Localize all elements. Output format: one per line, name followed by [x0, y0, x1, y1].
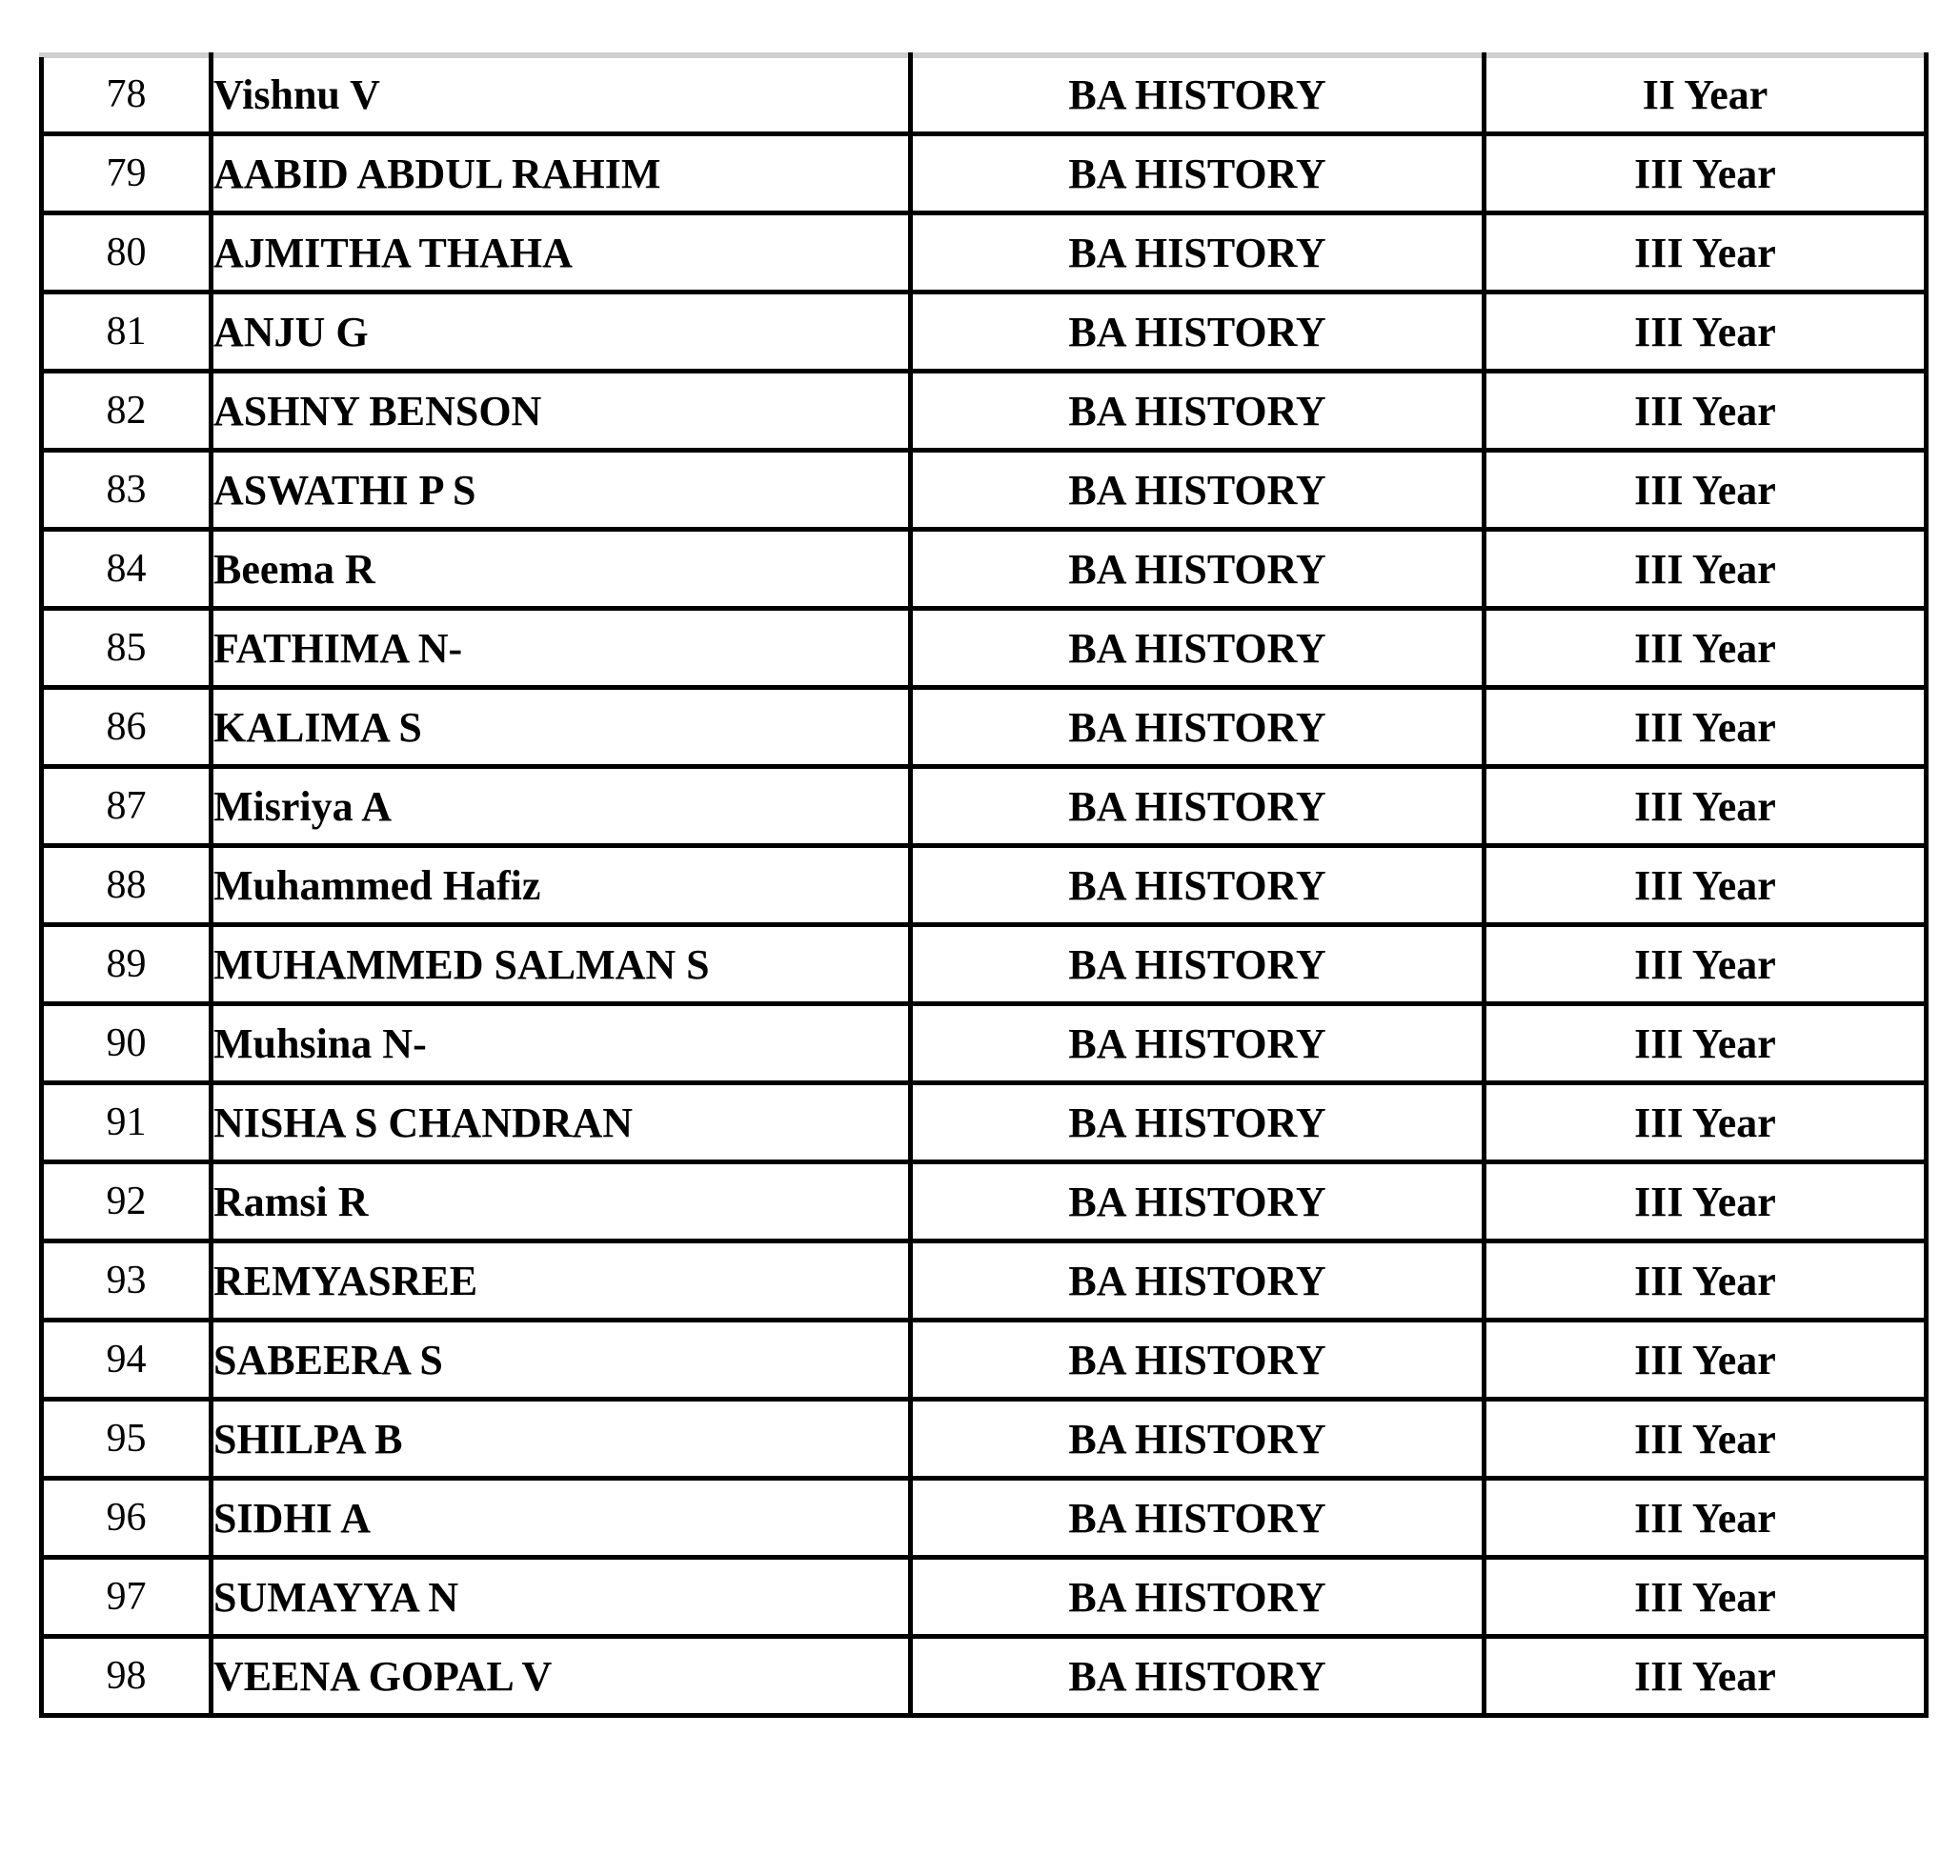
student-name-cell: VEENA GOPAL V [212, 1637, 911, 1716]
table-row [42, 1479, 1927, 1558]
student-name-cell: SIDHI A [212, 1479, 911, 1558]
table-row [42, 1637, 1927, 1716]
year-cell: III Year [1485, 1637, 1927, 1716]
student-name-cell: REMYASREE [212, 1241, 911, 1321]
year-cell: III Year [1485, 1004, 1927, 1083]
student-name-cell: SUMAYYA N [212, 1558, 911, 1637]
table-row [42, 1004, 1927, 1083]
serial-number-cell: 87 [42, 767, 212, 846]
course-cell: BA HISTORY [911, 530, 1485, 609]
student-name-cell: Misriya A [212, 767, 911, 846]
student-name-cell: NISHA S CHANDRAN [212, 1083, 911, 1162]
year-cell: III Year [1485, 1479, 1927, 1558]
table-row [42, 372, 1927, 451]
student-name-cell: Muhammed Hafiz [212, 846, 911, 925]
table-row [42, 1321, 1927, 1400]
year-cell: III Year [1485, 1083, 1927, 1162]
table-row [42, 1241, 1927, 1321]
year-cell: III Year [1485, 925, 1927, 1004]
student-name-cell: Muhsina N- [212, 1004, 911, 1083]
student-name-cell: SHILPA B [212, 1400, 911, 1479]
year-cell: III Year [1485, 1162, 1927, 1241]
year-cell: III Year [1485, 292, 1927, 372]
course-cell: BA HISTORY [911, 1558, 1485, 1637]
serial-number-cell: 97 [42, 1558, 212, 1637]
serial-number-cell: 81 [42, 292, 212, 372]
course-cell: BA HISTORY [911, 1083, 1485, 1162]
table-row [42, 1558, 1927, 1637]
course-cell: BA HISTORY [911, 1004, 1485, 1083]
serial-number-cell: 85 [42, 609, 212, 688]
course-cell: BA HISTORY [911, 1321, 1485, 1400]
course-cell: BA HISTORY [911, 767, 1485, 846]
serial-number-cell: 78 [42, 55, 212, 134]
table-row [42, 1162, 1927, 1241]
serial-number-cell: 94 [42, 1321, 212, 1400]
serial-number-cell: 88 [42, 846, 212, 925]
course-cell: BA HISTORY [911, 1400, 1485, 1479]
serial-number-cell: 95 [42, 1400, 212, 1479]
serial-number-cell: 93 [42, 1241, 212, 1321]
year-cell: III Year [1485, 688, 1927, 767]
serial-number-cell: 83 [42, 451, 212, 530]
student-name-cell: ANJU G [212, 292, 911, 372]
year-cell: III Year [1485, 372, 1927, 451]
year-cell: III Year [1485, 767, 1927, 846]
table-row [42, 1083, 1927, 1162]
serial-number-cell: 86 [42, 688, 212, 767]
student-table-body [42, 55, 1927, 1716]
student-name-cell: ASHNY BENSON [212, 372, 911, 451]
year-cell: III Year [1485, 1241, 1927, 1321]
serial-number-cell: 84 [42, 530, 212, 609]
student-name-cell: Ramsi R [212, 1162, 911, 1241]
course-cell: BA HISTORY [911, 451, 1485, 530]
student-name-cell: FATHIMA N- [212, 609, 911, 688]
table-row [42, 134, 1927, 213]
course-cell: BA HISTORY [911, 55, 1485, 134]
serial-number-cell: 92 [42, 1162, 212, 1241]
course-cell: BA HISTORY [911, 925, 1485, 1004]
table-row [42, 451, 1927, 530]
year-cell: III Year [1485, 846, 1927, 925]
student-name-cell: SABEERA S [212, 1321, 911, 1400]
table-row [42, 609, 1927, 688]
table-row [42, 55, 1927, 134]
year-cell: III Year [1485, 451, 1927, 530]
table-row [42, 530, 1927, 609]
course-cell: BA HISTORY [911, 1162, 1485, 1241]
year-cell: III Year [1485, 213, 1927, 292]
serial-number-cell: 79 [42, 134, 212, 213]
serial-number-cell: 89 [42, 925, 212, 1004]
year-cell: III Year [1485, 1558, 1927, 1637]
course-cell: BA HISTORY [911, 292, 1485, 372]
table-row [42, 292, 1927, 372]
table-row [42, 767, 1927, 846]
table-row [42, 925, 1927, 1004]
course-cell: BA HISTORY [911, 1241, 1485, 1321]
table-row [42, 846, 1927, 925]
student-name-cell: KALIMA S [212, 688, 911, 767]
table-row [42, 213, 1927, 292]
year-cell: III Year [1485, 1400, 1927, 1479]
year-cell: III Year [1485, 609, 1927, 688]
student-name-cell: AJMITHA THAHA [212, 213, 911, 292]
serial-number-cell: 90 [42, 1004, 212, 1083]
course-cell: BA HISTORY [911, 846, 1485, 925]
course-cell: BA HISTORY [911, 609, 1485, 688]
student-name-cell: Beema R [212, 530, 911, 609]
serial-number-cell: 91 [42, 1083, 212, 1162]
course-cell: BA HISTORY [911, 134, 1485, 213]
serial-number-cell: 80 [42, 213, 212, 292]
student-name-cell: Vishnu V [212, 55, 911, 134]
table-row [42, 1400, 1927, 1479]
course-cell: BA HISTORY [911, 1637, 1485, 1716]
table-row [42, 688, 1927, 767]
year-cell: III Year [1485, 134, 1927, 213]
course-cell: BA HISTORY [911, 213, 1485, 292]
student-name-cell: ASWATHI P S [212, 451, 911, 530]
year-cell: III Year [1485, 1321, 1927, 1400]
year-cell: II Year [1485, 55, 1927, 134]
serial-number-cell: 98 [42, 1637, 212, 1716]
serial-number-cell: 96 [42, 1479, 212, 1558]
course-cell: BA HISTORY [911, 1479, 1485, 1558]
serial-number-cell: 82 [42, 372, 212, 451]
course-cell: BA HISTORY [911, 688, 1485, 767]
student-table [39, 52, 1929, 1718]
course-cell: BA HISTORY [911, 372, 1485, 451]
year-cell: III Year [1485, 530, 1927, 609]
student-name-cell: AABID ABDUL RAHIM [212, 134, 911, 213]
student-name-cell: MUHAMMED SALMAN S [212, 925, 911, 1004]
